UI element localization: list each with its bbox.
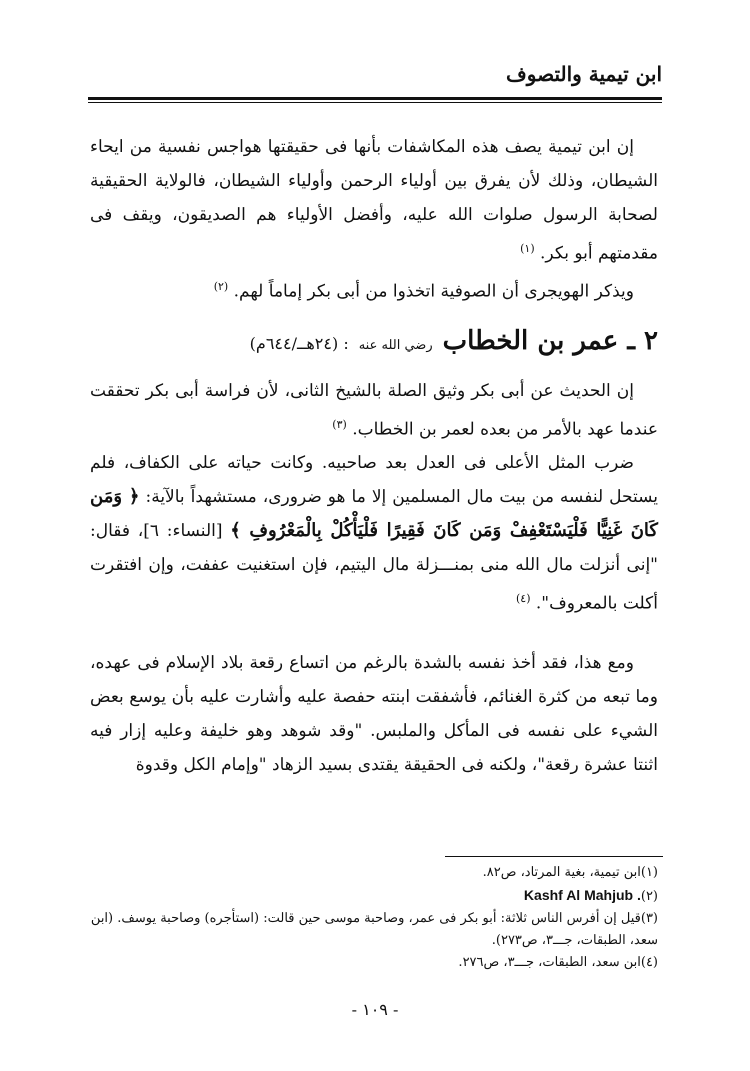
verse-citation: [النساء: ٦] <box>143 521 223 541</box>
footnote-ref-2: (٢) <box>213 280 229 293</box>
footnote-4 <box>78 952 658 974</box>
footnote-ref-4: (٤) <box>515 592 531 605</box>
section-heading <box>250 326 658 366</box>
paragraph-2 <box>90 270 634 309</box>
page-number: - ١٠٩ - <box>351 1000 399 1019</box>
footnote-number: (٣) <box>640 911 658 926</box>
header-rule <box>88 97 662 100</box>
footnote-number: (٢) <box>640 889 658 904</box>
paragraph-4 <box>90 446 658 621</box>
footnote-3 <box>78 908 658 952</box>
footnote-text: قيل إن أفرس الناس ثلاثة: أبو بكر فى عمر، وصاحبة موسى حين قالت: (استأجره) وصاحبة يوسف. (ابن سعد، الطبقات، جـــ٣، ص٢٧٣). <box>90 911 658 948</box>
paragraph-3-text: إن الحديث عن أبى بكر وثيق الصلة بالشيخ الثانى، لأن فراسة أبى بكر تحققت عندما عهد بالأمر من بعده لعمر بن الخطاب. <box>90 381 658 440</box>
running-header: ابن تيمية والتصوف <box>506 62 662 86</box>
paragraph-1-text: إن ابن تيمية يصف هذه المكاشفات بأنها فى حقيقتها هواجس نفسية من ايحاء الشيطان، وذلك لأن يفرق بين أولياء الرحمن وأولياء الشيطان، فالولاية الحقيقية لصحابة الرسول صلوات الله عليه، وأفضل الأولياء هم الصديقون، ويقف فى مقدمتهم أبو بكر. <box>90 137 658 264</box>
paragraph-4-text: ضرب المثل الأعلى فى العدل بعد صاحبيه. وكانت حياته على الكفاف، فلم يستحل لنفسه من بيت مال المسلمين إلا ما هو ضرورى، مستشهداً بالآية: <box>90 453 659 507</box>
footnote-number: (١) <box>640 865 658 880</box>
footnote-text: ابن تيمية، بغية المرتاد، ص٨٢. <box>482 865 641 880</box>
footnote-ref-1: (١) <box>520 242 535 255</box>
paragraph-5 <box>90 646 658 782</box>
paragraph-1 <box>90 130 658 271</box>
footnote-ref-3: (٣) <box>332 418 347 431</box>
section-dates: : (٢٤هــ/٦٤٤م) <box>249 334 349 353</box>
footnote-2 <box>78 884 658 908</box>
footnote-text: ابن سعد، الطبقات، جـــ٣، ص٢٧٦. <box>458 955 641 970</box>
paragraph-3 <box>90 374 658 447</box>
footnote-separator <box>445 856 663 857</box>
footnote-number: (٤) <box>640 955 658 970</box>
section-title: ٢ ـ عمر بن الخطاب <box>442 326 658 356</box>
paragraph-2-text: ويذكر الهويجرى أن الصوفية اتخذوا من أبى بكر إماماً لهم. <box>233 281 634 302</box>
paragraph-4-quote: ، فقال: "إنى أنزلت مال الله منى بمنـــزلة مال اليتيم، فإن استغنيت عففت، وإن افتقرت أكلت بالمعروف". <box>90 521 658 614</box>
footnote-text: Kashf Al Mahjub . <box>523 887 641 903</box>
footnotes <box>78 862 658 974</box>
honorific-symbol: رضي الله عنه <box>358 338 433 353</box>
quran-verse: ﴿ وَمَن كَانَ غَنِيًّا فَلْيَسْتَعْفِفْ وَمَن كَانَ فَقِيرًا فَلْيَأْكُلْ بِالْمَعْرُوفِ ﴾ <box>90 486 658 541</box>
footnote-1 <box>78 862 658 884</box>
header-rule-thin <box>88 102 662 103</box>
paragraph-5-text: ومع هذا، فقد أخذ نفسه بالشدة بالرغم من اتساع رقعة بلاد الإسلام فى عهده، وما تبعه من كثرة الغنائم، فأشفقت ابنته حفصة عليه وأشارت عليه بأن يوسع بعض الشيء على نفسه فى المأكل والملبس. "وقد شوهد وهو خليفة وعليه إزار فيه اثنتا عشرة رقعة"، ولكنه فى الحقيقة يقتدى بسيد الزهاد "وإمام الكل وقدوة <box>90 653 658 775</box>
